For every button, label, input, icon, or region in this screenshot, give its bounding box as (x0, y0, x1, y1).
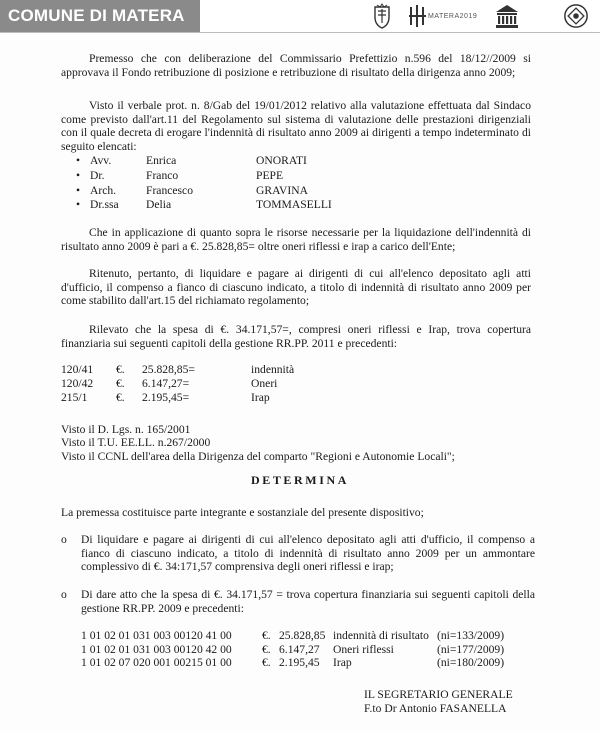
dispositivo-item (61, 533, 535, 574)
list-marker: o (61, 533, 67, 546)
amount: 2.195,45 (279, 656, 320, 670)
staff-last-name: TOMMASELLI (256, 198, 332, 212)
capitolo-label: Oneri (251, 377, 278, 390)
table-row (81, 629, 521, 643)
staff-first-name: Enrica (146, 154, 177, 167)
expense-label: indennità di risultato (333, 629, 429, 642)
dispositivo-item (61, 588, 535, 615)
letterhead (0, 0, 600, 33)
coat-of-arms-icon (372, 3, 392, 29)
visto-line: Visto il T.U. EE.LL. n.267/2000 (61, 436, 211, 450)
list-item (76, 169, 476, 184)
expense-label: Oneri riflessi (333, 642, 394, 656)
list-item (76, 198, 476, 213)
amount: 6.147,27 (279, 642, 320, 656)
list-item (76, 184, 476, 199)
currency-symbol: €. (116, 363, 125, 376)
table-row (61, 363, 361, 377)
visto-line: Visto il CCNL dell'area della Dirigenza del comparto "Regioni e Autonomie Locali"; (61, 449, 455, 463)
staff-title: Dr. (90, 168, 105, 182)
paragraph-visto-verbale: Visto il verbale prot. n. 8/Gab del 19/01/2012 relativo alla valutazione effettuata dal Sindaco come previsto dall'art.11 del Regolamento sul sistema di valutazione delle prestazioni dirigenziali con il quale decreta di erogare l'indennità di risultato anno 2009 ai dirigenti a tempo indeterminato di seguito elencati: (61, 99, 531, 153)
currency-symbol: €. (262, 629, 271, 642)
staff-first-name: Francesco (146, 183, 193, 197)
matera-logo-text: MATERA2019 (428, 13, 478, 20)
table-row (81, 656, 521, 670)
staff-last-name: PEPE (256, 168, 284, 182)
commitment-number: (ni=180/2009) (437, 656, 505, 670)
signature-block (364, 688, 564, 717)
staff-last-name: ONORATI (256, 154, 307, 167)
dispositivo-text: Di liquidare e pagare ai dirigenti di cui all'elenco depositato agli atti d'ufficio, il compenso a fianco di ciascuno indicato, a titolo di indennità di risultato anno 2009 per un ammontare complessivo di €. 34:171,57 comprensiva degli oneri riflessi e irap; (81, 533, 535, 574)
amount: 2.195,45= (142, 391, 190, 404)
staff-title: Avv. (90, 154, 112, 167)
list-item (76, 154, 476, 169)
staff-list (76, 154, 476, 213)
unesco-logo (494, 3, 520, 29)
staff-first-name: Delia (146, 198, 172, 212)
dispositivo-text: Di dare atto che la spesa di €. 34.171,57 = trova copertura finanziaria sui seguenti capitoli della gestione RR.PP. 2009 e precedenti: (81, 588, 535, 615)
currency-symbol: €. (116, 377, 125, 390)
budget-code: 1 01 02 07 020 001 00215 01 00 (81, 656, 232, 670)
paragraph-applicazione: Che in applicazione di quanto sopra le risorse necessarie per la liquidazione dell'indennità di risultato anno 2009 è pari a €. 25.828,85= oltre oneri riflessi e irap a carico dell'Ente; (61, 226, 531, 253)
bullet: • (76, 198, 81, 212)
premessa-statement: La premessa costituisce parte integrante e sostanziale del presente dispositivo; (61, 506, 424, 519)
staff-title: Dr.ssa (90, 198, 119, 212)
amount: 25.828,85= (142, 363, 195, 376)
matera-mark-icon (408, 3, 428, 29)
commitment-number: (ni=177/2009) (437, 642, 505, 656)
visto-list (61, 423, 531, 463)
signatory-name: F.to Dr Antonio FASANELLA (364, 702, 507, 716)
table-row (61, 391, 361, 405)
signatory-role: IL SEGRETARIO GENERALE (364, 688, 513, 701)
brand-title: COMUNE DI MATERA (8, 6, 185, 25)
commitment-number: (ni=133/2009) (437, 629, 505, 642)
amount: 6.147,27= (142, 377, 190, 390)
visto-line: Visto il D. Lgs. n. 165/2001 (61, 423, 191, 436)
capitoli-table (61, 363, 361, 405)
paragraph-rilevato: Rilevato che la spesa di €. 34.171,57=, compresi oneri riflessi e Irap, trova copertura finanziaria sui seguenti capitoli della gestione RR.PP. 2011 e precedenti: (61, 323, 531, 350)
matera-2019-logo (408, 3, 482, 29)
capitolo-label: indennità (251, 363, 295, 376)
table-row (61, 377, 361, 391)
capitolo-code: 120/42 (61, 377, 94, 390)
table-row (81, 643, 521, 657)
budget-code: 1 01 02 01 031 003 00120 42 00 (81, 642, 232, 656)
paragraph-ritenuto: Ritenuto, pertanto, di liquidare e pagare ai dirigenti di cui all'elenco depositato agli atti d'ufficio, il compenso a fianco di ciascuno indicato, a titolo di indennità di risultato anno 2009 per come stabilito dall'art.15 del richiamato regolamento; (61, 267, 531, 308)
amount: 25.828,85 (279, 629, 326, 642)
staff-first-name: Franco (146, 168, 179, 182)
capitolo-code: 120/41 (61, 363, 94, 376)
paragraph-premesso: Premesso che con deliberazione del Commissario Prefettizio n.596 del 18/12//2009 si approvava il Fondo retribuzione di posizione e retribuzione di risultato della dirigenza anno 2009; (61, 52, 531, 79)
bullet: • (76, 154, 81, 167)
bullet: • (76, 168, 81, 182)
currency-symbol: €. (262, 656, 271, 670)
budget-code: 1 01 02 01 031 003 00120 41 00 (81, 629, 232, 642)
bullet: • (76, 183, 81, 197)
determina-heading: DETERMINA (250, 473, 350, 487)
list-marker: o (61, 588, 67, 601)
currency-symbol: €. (262, 642, 271, 656)
world-heritage-seal-icon (562, 3, 590, 29)
unesco-temple-icon (494, 3, 520, 29)
brand-banner (0, 0, 200, 32)
currency-symbol: €. (116, 391, 125, 404)
expense-label: Irap (333, 656, 352, 670)
impegni-table (81, 629, 521, 670)
staff-title: Arch. (90, 183, 117, 197)
capitolo-label: Irap (251, 391, 270, 404)
capitolo-code: 215/1 (61, 391, 88, 404)
staff-last-name: GRAVINA (256, 183, 308, 197)
